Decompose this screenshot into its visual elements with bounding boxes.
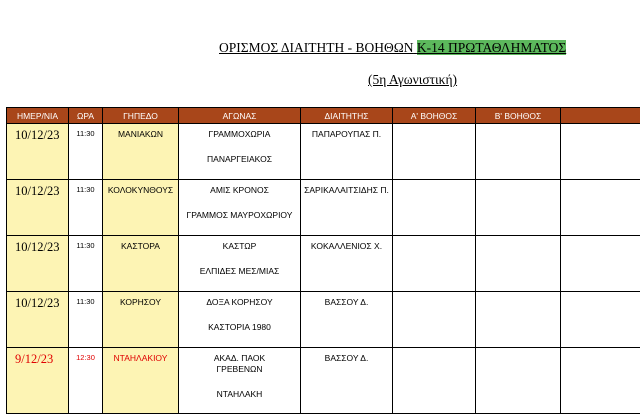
cell-venue: ΚΟΛΟΚΥΝΘΟΥΣ (103, 180, 179, 236)
cell-referee: ΒΑΣΣΟΥ Δ. (301, 348, 393, 414)
cell-assistant2 (476, 180, 561, 236)
table-row (7, 180, 640, 236)
cell-assistant1 (393, 180, 476, 236)
cell-date: 10/12/23 (7, 292, 69, 348)
column-header-referee: ΔΙΑΙΤΗΤΗΣ (301, 108, 393, 124)
cell-match (179, 180, 301, 236)
cell-assistant2 (476, 348, 561, 414)
cell-time: 11:30 (69, 292, 103, 348)
cell-date: 10/12/23 (7, 236, 69, 292)
cell-venue: ΝΤΑΗΛΑΚΙΟΥ (103, 348, 179, 414)
cell-assistant2 (476, 236, 561, 292)
cell-blank (561, 180, 640, 236)
match-away-team: ΝΤΑΗΛΑΚΗ (216, 389, 263, 399)
cell-assistant2 (476, 124, 561, 180)
match-away-team: ΚΑΣΤΟΡΙΑ 1980 (208, 322, 271, 332)
cell-venue: ΚΟΡΗΣΟΥ (103, 292, 179, 348)
cell-match (179, 124, 301, 180)
column-header-match: ΑΓΩΝΑΣ (179, 108, 301, 124)
column-header-assistant1: Α' ΒΟΗΘΟΣ (393, 108, 476, 124)
cell-referee: ΣΑΡΙΚΑΛΑΙΤΣΙΔΗΣ Π. (301, 180, 393, 236)
cell-time: 11:30 (69, 180, 103, 236)
cell-assistant1 (393, 348, 476, 414)
cell-blank (561, 124, 640, 180)
match-home-team: ΑΚΑΔ. ΠΑΟΚ ΓΡΕΒΕΝΩΝ (213, 353, 266, 374)
cell-blank (561, 348, 640, 414)
cell-blank (561, 236, 640, 292)
cell-blank (561, 292, 640, 348)
cell-venue: ΚΑΣΤΟΡΑ (103, 236, 179, 292)
cell-match (179, 348, 301, 414)
cell-venue: ΜΑΝΙΑΚΩΝ (103, 124, 179, 180)
column-header-venue: ΓΗΠΕΔΟ (103, 108, 179, 124)
column-header-blank (561, 108, 640, 124)
cell-referee: ΚΟΚΑΛΛΕΝΙΟΣ Χ. (301, 236, 393, 292)
cell-match (179, 236, 301, 292)
cell-referee: ΠΑΠΑΡΟΥΠΑΣ Π. (301, 124, 393, 180)
cell-match (179, 292, 301, 348)
cell-assistant1 (393, 292, 476, 348)
cell-time: 11:30 (69, 124, 103, 180)
title-main: ΟΡΙΣΜΟΣ ΔΙΑΙΤΗΤΗ - ΒΟΗΘΩΝ (219, 40, 414, 55)
cell-time: 12:30 (69, 348, 103, 414)
table-row (7, 348, 640, 414)
column-header-time: ΩΡΑ (69, 108, 103, 124)
cell-date: 9/12/23 (7, 348, 69, 414)
cell-date: 10/12/23 (7, 180, 69, 236)
cell-time: 11:30 (69, 236, 103, 292)
table-row (7, 292, 640, 348)
schedule-table (6, 107, 640, 414)
cell-assistant1 (393, 124, 476, 180)
table-row (7, 236, 640, 292)
table-row (7, 124, 640, 180)
cell-assistant1 (393, 236, 476, 292)
title-highlight: Κ-14 ΠΡΩΤΑΘΛΗΜΑΤΟΣ (416, 40, 567, 55)
match-away-team: ΠΑΝΑΡΓΕΙΑΚΟΣ (207, 154, 272, 164)
column-header-assistant2: Β' ΒΟΗΘΟΣ (476, 108, 561, 124)
match-home-team: ΚΑΣΤΩΡ (222, 241, 257, 251)
match-home-team: ΔΟΞΑ ΚΟΡΗΣΟΥ (206, 297, 273, 307)
page-title (219, 40, 566, 56)
match-home-team: ΓΡΑΜΜΟΧΩΡΙΑ (208, 129, 271, 139)
match-home-team: ΑΜΙΣ ΚΡΟΝΟΣ (210, 185, 269, 195)
page-subtitle: (5η Αγωνιστική) (368, 72, 458, 87)
cell-referee: ΒΑΣΣΟΥ Δ. (301, 292, 393, 348)
cell-date: 10/12/23 (7, 124, 69, 180)
column-header-date: ΗΜΕΡ/ΝΙΑ (7, 108, 69, 124)
match-away-team: ΓΡΑΜΜΟΣ ΜΑΥΡΟΧΩΡΙΟΥ (186, 210, 293, 220)
match-away-team: ΕΛΠΙΔΕΣ ΜΕΣ/ΜΙΑΣ (199, 266, 280, 276)
cell-assistant2 (476, 292, 561, 348)
table-header-row (7, 108, 640, 124)
